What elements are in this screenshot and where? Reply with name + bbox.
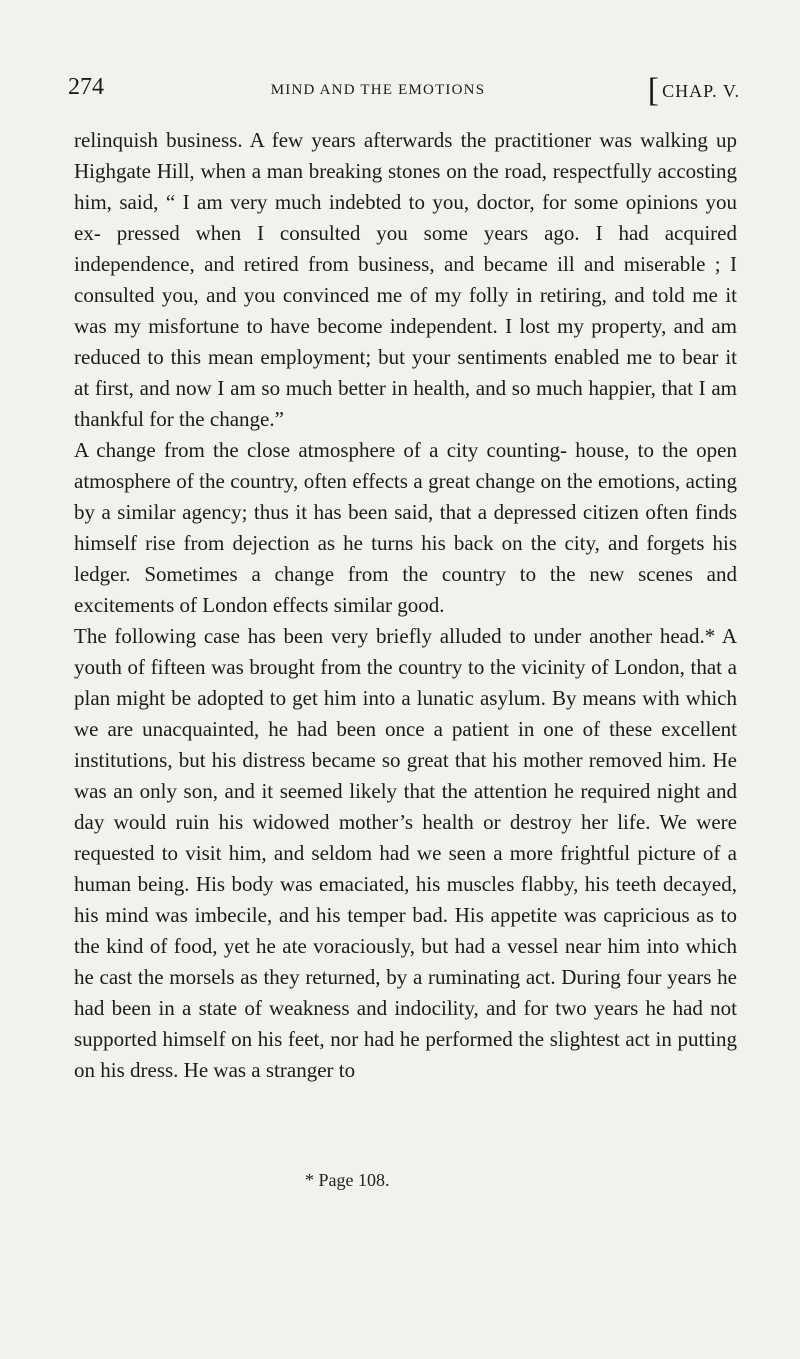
bracket-glyph: [ — [647, 72, 661, 109]
page-number: 274 — [68, 74, 104, 100]
paragraph-3: The following case has been very briefly alluded to under another head.* A youth of fifteen was brought from the country to the vicinity of London, that a plan might be adopted to get him into a lunatic asylum. By means with which we are unacquainted, he had been once a patient in one of these excellent institutions, but his distress became so great that his mother removed him. He was an only son, and it seemed likely that the attention he required night and day would ruin his widowed mother’s health or destroy her life. We were requested to visit him, and seldom had we seen a more frightful picture of a human being. His body was emaciated, his muscles flabby, his teeth decayed, his mind was imbecile, and his temper bad. His appetite was capricious as to the kind of food, yet he ate voraciously, but had a vessel near him into which he cast the morsels as they returned, by a ruminating act. During four years he had been in a state of weakness and indocility, and for two years he had not supported himself on his feet, nor had he performed the slightest act in putting on his dress. He was a stranger to — [74, 624, 737, 1082]
footnote: * Page 108. — [305, 1170, 390, 1190]
running-head: MIND AND THE EMOTIONS — [270, 82, 486, 98]
chapter-reference — [648, 74, 740, 108]
body-text — [74, 125, 737, 1086]
chapter-label: CHAP. V. — [662, 81, 740, 101]
page-header — [68, 72, 740, 112]
paragraph-1: relinquish business. A few years afterwards the practitioner was walking up Highgate Hill, when a man breaking stones on the road, respectfully accosting him, said, “ I am very much indebted to you, doctor, for some opinions you ex- pressed when I consulted you some years ago. I had acquired independence, and retired from business, and became ill and miserable ; I consulted you, and you convinced me of my folly in retiring, and told me it was my misfortune to have become independent. I lost my property, and am reduced to this mean employment; but your sentiments enabled me to bear it at first, and now I am so much better in health, and so much happier, that I am thankful for the change.” — [74, 128, 737, 431]
paragraph-2: A change from the close atmosphere of a city counting- house, to the open atmosphere of the country, often effects a great change on the emotions, acting by a similar agency; thus it has been said, that a depressed citizen often finds himself rise from dejection as he turns his back on the city, and forgets his ledger. Sometimes a change from the country to the new scenes and excitements of London effects similar good. — [74, 438, 737, 617]
